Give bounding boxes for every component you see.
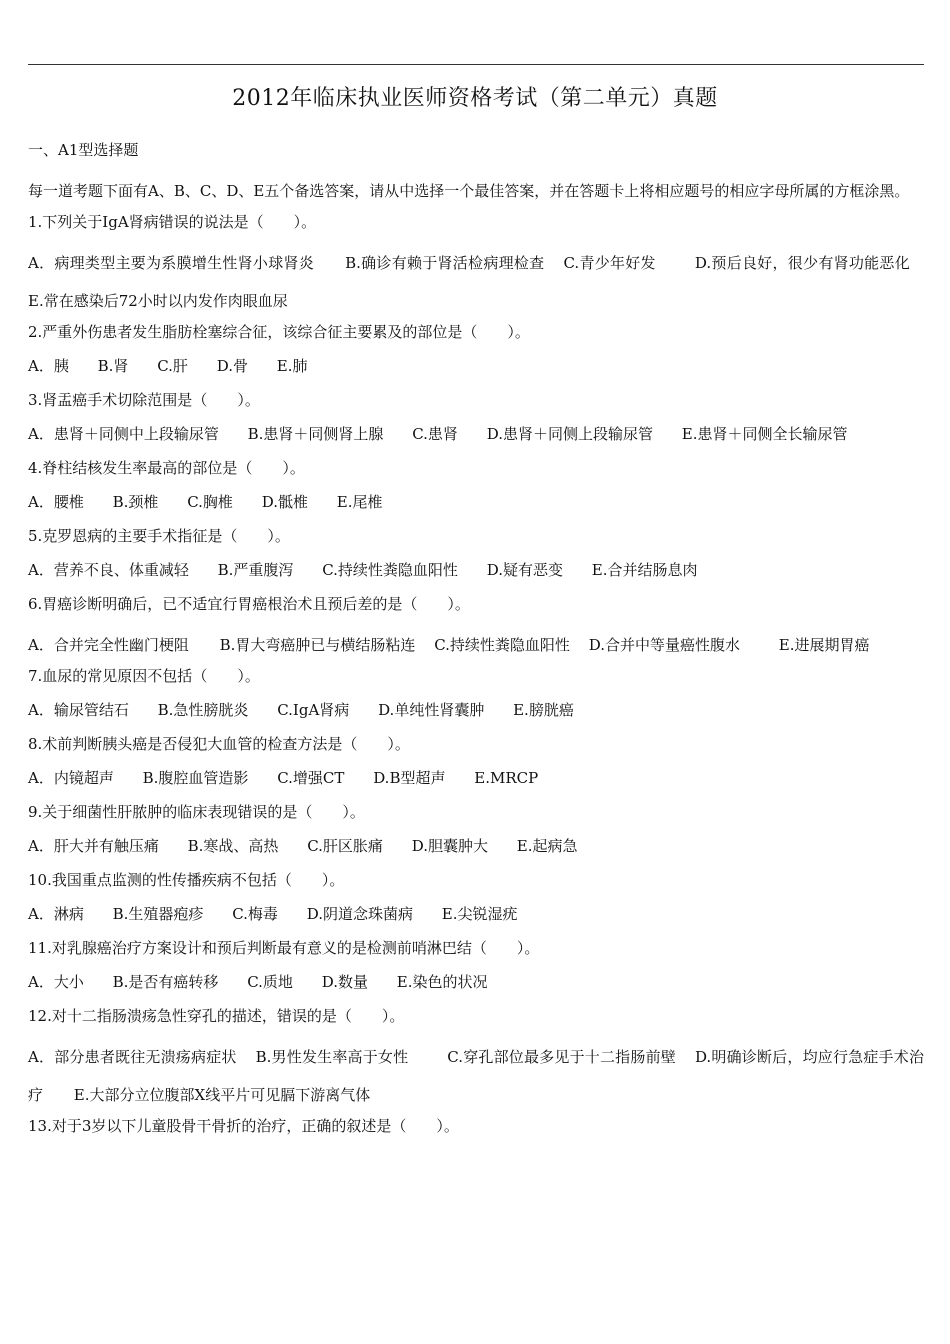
option-d: D.单纯性肾囊肿 [378, 701, 485, 719]
option-c: C.梅毒 [232, 905, 278, 923]
section-heading: 一、A1型选择题 [28, 141, 139, 159]
option-e: E.常在感染后72小时以内发作肉眼血尿 [28, 292, 288, 310]
page-title: 2012年临床执业医师资格考试（第二单元）真题 [232, 86, 718, 111]
option-d: D.疑有恶变 [486, 561, 563, 579]
option-e: E.合并结肠息肉 [591, 561, 698, 579]
option-c: C.肝 [157, 357, 188, 375]
question-2: 2.严重外伤患者发生脂肪栓塞综合征，该综合征主要累及的部位是（ ）。 [28, 323, 530, 341]
option-c: C.胸椎 [187, 493, 233, 511]
option-d: D.预后良好，很少有肾功能恶化 [694, 254, 910, 272]
option-e: E.染色的状况 [396, 973, 488, 991]
question-9: 9.关于细菌性肝脓肿的临床表现错误的是（ ）。 [28, 803, 365, 821]
instructions: 每一道考题下面有A、B、C、D、E五个备选答案，请从中选择一个最佳答案，并在答题卡上将相应题号的相应字母所属的方框涂黑。 [28, 182, 910, 200]
option-a: A．胰 [28, 357, 69, 375]
options-9 [28, 834, 924, 868]
option-a: A．合并完全性幽门梗阻 [28, 636, 189, 654]
option-c: C.增强CT [277, 769, 345, 787]
option-a: A．大小 [28, 973, 84, 991]
options-5 [28, 558, 924, 592]
option-d: D.骶椎 [261, 493, 308, 511]
option-c: C.持续性粪隐血阳性 [322, 561, 458, 579]
option-d: D.明确诊断后，均应行急症手术治疗 [28, 1048, 924, 1104]
question-5: 5.克罗恩病的主要手术指征是（ ）。 [28, 527, 290, 545]
question-10: 10.我国重点监测的性传播疾病不包括（ ）。 [28, 871, 345, 889]
option-e: E.尾椎 [336, 493, 383, 511]
option-c: C.穿孔部位最多见于十二指肠前壁 [447, 1048, 676, 1066]
option-d: D.B型超声 [373, 769, 446, 787]
options-7 [28, 698, 924, 732]
question-3: 3.肾盂癌手术切除范围是（ ）。 [28, 391, 260, 409]
option-c: C.青少年好发 [563, 254, 656, 272]
option-b: B.严重腹泻 [217, 561, 294, 579]
question-6: 6.胃癌诊断明确后，已不适宜行胃癌根治术且预后差的是（ ）。 [28, 595, 470, 613]
option-b: B.腹腔血管造影 [142, 769, 249, 787]
option-e: E.尖锐湿疣 [441, 905, 518, 923]
question-11: 11.对乳腺癌治疗方案设计和预后判断最有意义的是检测前哨淋巴结（ ）。 [28, 939, 540, 957]
option-a: A．部分患者既往无溃疡病症状 [28, 1048, 237, 1066]
option-e: E.起病急 [516, 837, 578, 855]
option-d: D.胆囊肿大 [411, 837, 488, 855]
option-e: E.进展期胃癌 [778, 636, 870, 654]
option-c: C.IgA肾病 [277, 701, 350, 719]
option-b: B.肾 [97, 357, 129, 375]
question-4: 4.脊柱结核发生率最高的部位是（ ）。 [28, 459, 305, 477]
option-b: B.胃大弯癌肿已与横结肠粘连 [219, 636, 416, 654]
header-rule [28, 64, 924, 65]
option-e: E.肺 [276, 357, 308, 375]
question-8: 8.术前判断胰头癌是否侵犯大血管的检查方法是（ ）。 [28, 735, 410, 753]
options-4 [28, 490, 924, 524]
document-body [28, 138, 924, 1148]
option-a: A．患肾＋同侧中上段输尿管 [28, 425, 219, 443]
options-2 [28, 354, 924, 388]
option-a: A．腰椎 [28, 493, 84, 511]
question-12: 12.对十二指肠溃疡急性穿孔的描述，错误的是（ ）。 [28, 1007, 405, 1025]
question-7: 7.血尿的常见原因不包括（ ）。 [28, 667, 260, 685]
option-b: B.生殖器疱疹 [112, 905, 204, 923]
options-6 [28, 626, 924, 664]
option-c: C.质地 [247, 973, 293, 991]
option-e: E.患肾＋同侧全长输尿管 [681, 425, 848, 443]
option-b: B.男性发生率高于女性 [255, 1048, 409, 1066]
option-d: D.骨 [216, 357, 248, 375]
option-b: B.寒战、高热 [187, 837, 279, 855]
option-d: D.阴道念珠菌病 [306, 905, 413, 923]
option-a: A．病理类型主要为系膜增生性肾小球肾炎 [28, 254, 315, 272]
question-1: 1.下列关于IgA肾病错误的说法是（ ）。 [28, 213, 317, 231]
options-3 [28, 422, 924, 456]
option-a: A．内镜超声 [28, 769, 114, 787]
options-1 [28, 244, 924, 320]
option-b: B.颈椎 [112, 493, 159, 511]
option-a: A．淋病 [28, 905, 84, 923]
option-e: E.大部分立位腹部X线平片可见膈下游离气体 [73, 1086, 371, 1104]
option-a: A．肝大并有触压痛 [28, 837, 159, 855]
options-12 [28, 1038, 924, 1114]
options-11 [28, 970, 924, 1004]
options-8 [28, 766, 924, 800]
option-d: D.合并中等量癌性腹水 [588, 636, 740, 654]
option-e: E.MRCP [474, 769, 539, 787]
option-d: D.患肾＋同侧上段输尿管 [486, 425, 653, 443]
option-b: B.确诊有赖于肾活检病理检查 [345, 254, 545, 272]
option-c: C.持续性粪隐血阳性 [434, 636, 570, 654]
option-c: C.肝区胀痛 [307, 837, 383, 855]
option-b: B.患肾＋同侧肾上腺 [247, 425, 384, 443]
question-13: 13.对于3岁以下儿童股骨干骨折的治疗，正确的叙述是（ ）。 [28, 1117, 459, 1135]
option-a: A．营养不良、体重减轻 [28, 561, 189, 579]
option-b: B.急性膀胱炎 [157, 701, 249, 719]
option-e: E.膀胱癌 [513, 701, 574, 719]
option-d: D.数量 [321, 973, 368, 991]
option-a: A．输尿管结石 [28, 701, 129, 719]
options-10 [28, 902, 924, 936]
option-c: C.患肾 [412, 425, 458, 443]
option-b: B.是否有癌转移 [112, 973, 219, 991]
